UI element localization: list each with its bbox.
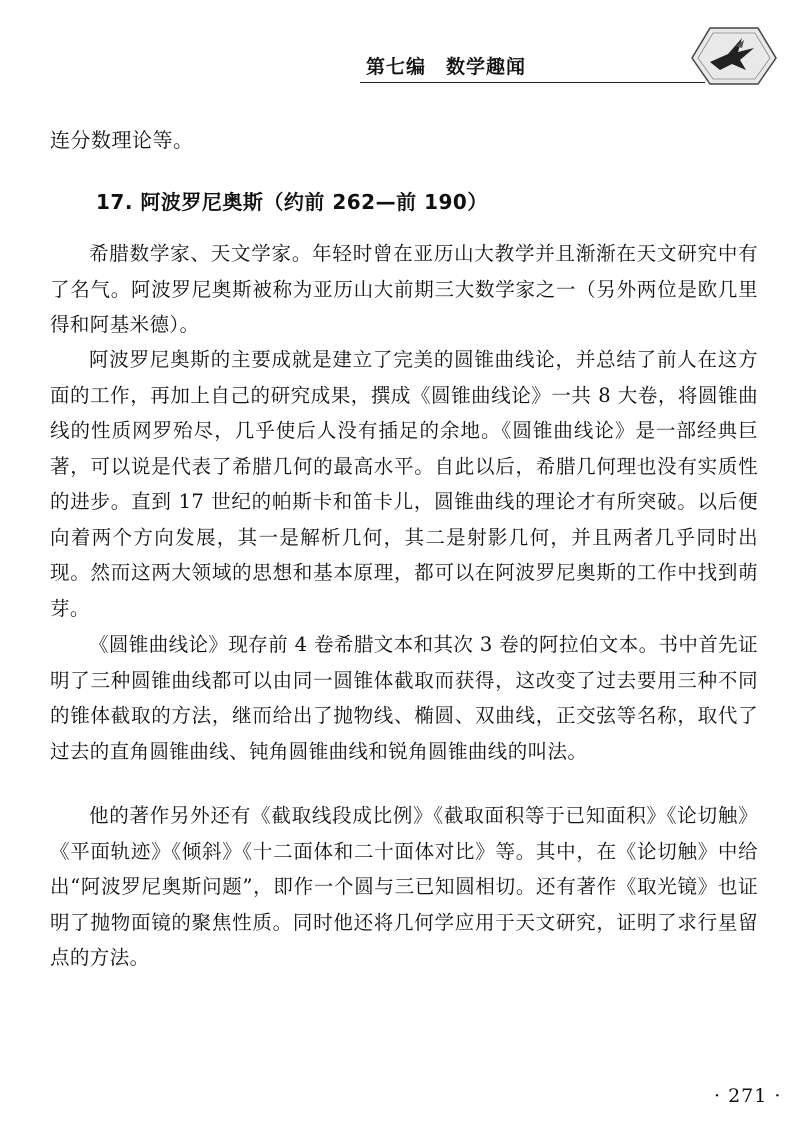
section-heading: 17. 阿波罗尼奥斯（约前 262—前 190）	[96, 190, 488, 214]
chapter-title: 第七编 数学趣闻	[366, 56, 527, 78]
header-rule	[360, 82, 705, 83]
body-paragraph: 希腊数学家、天文学家。年轻时曾在亚历山大教学并且渐渐在天文研究中有了名气。阿波罗尼奥斯被称为亚历山大前期三大数学家之一（另外两位是欧几里得和阿基米德）。	[50, 242, 758, 336]
body-paragraph: 他的著作另外还有《截取线段成比例》《截取面积等于已知面积》《论切触》《平面轨迹》《倾斜》《十二面体和二十面体对比》等。其中，在《论切触》中给出“阿波罗尼奥斯问题”，即作一个圆与三已知圆相切。还有著作《取光镜》也证明了抛物面镜的聚焦性质。同时他还将几何学应用于天文研究，证明了求行星留点的方法。	[50, 804, 758, 969]
body-paragraph: 阿波罗尼奥斯的主要成就是建立了完美的圆锥曲线论，并总结了前人在这方面的工作，再加上自己的研究成果，撰成《圆锥曲线论》一共 8 大卷，将圆锥曲线的性质网罗殆尽，几乎使后人没有插足的余地。《圆锥曲线论》是一部经典巨著，可以说是代表了希腊几何的最高水平。自此以后，希腊几何理也没有实质性的进步。直到 17 世纪的帕斯卡和笛卡儿，圆锥曲线的理论才有所突破。以后便向着两个方向发展，其一是解析几何，其二是射影几何，并且两者几乎同时出现。然而这两大领域的思想和基本原理，都可以在阿波罗尼奥斯的工作中找到萌芽。	[50, 348, 758, 620]
body-paragraph: 《圆锥曲线论》现存前 4 卷希腊文本和其次 3 卷的阿拉伯文本。书中首先证明了三种圆锥曲线都可以由同一圆锥体截取而获得，这改变了过去要用三种不同的锥体截取的方法，继而给出了抛物线、椭圆、双曲线，正交弦等名称，取代了过去的直角圆锥曲线、钝角圆锥曲线和锐角圆锥曲线的叫法。	[50, 633, 758, 763]
eagle-emblem-icon	[680, 18, 780, 88]
continued-text: 连分数理论等。	[50, 128, 194, 152]
page-header	[0, 0, 800, 100]
page-number: · 271 ·	[714, 1085, 782, 1107]
